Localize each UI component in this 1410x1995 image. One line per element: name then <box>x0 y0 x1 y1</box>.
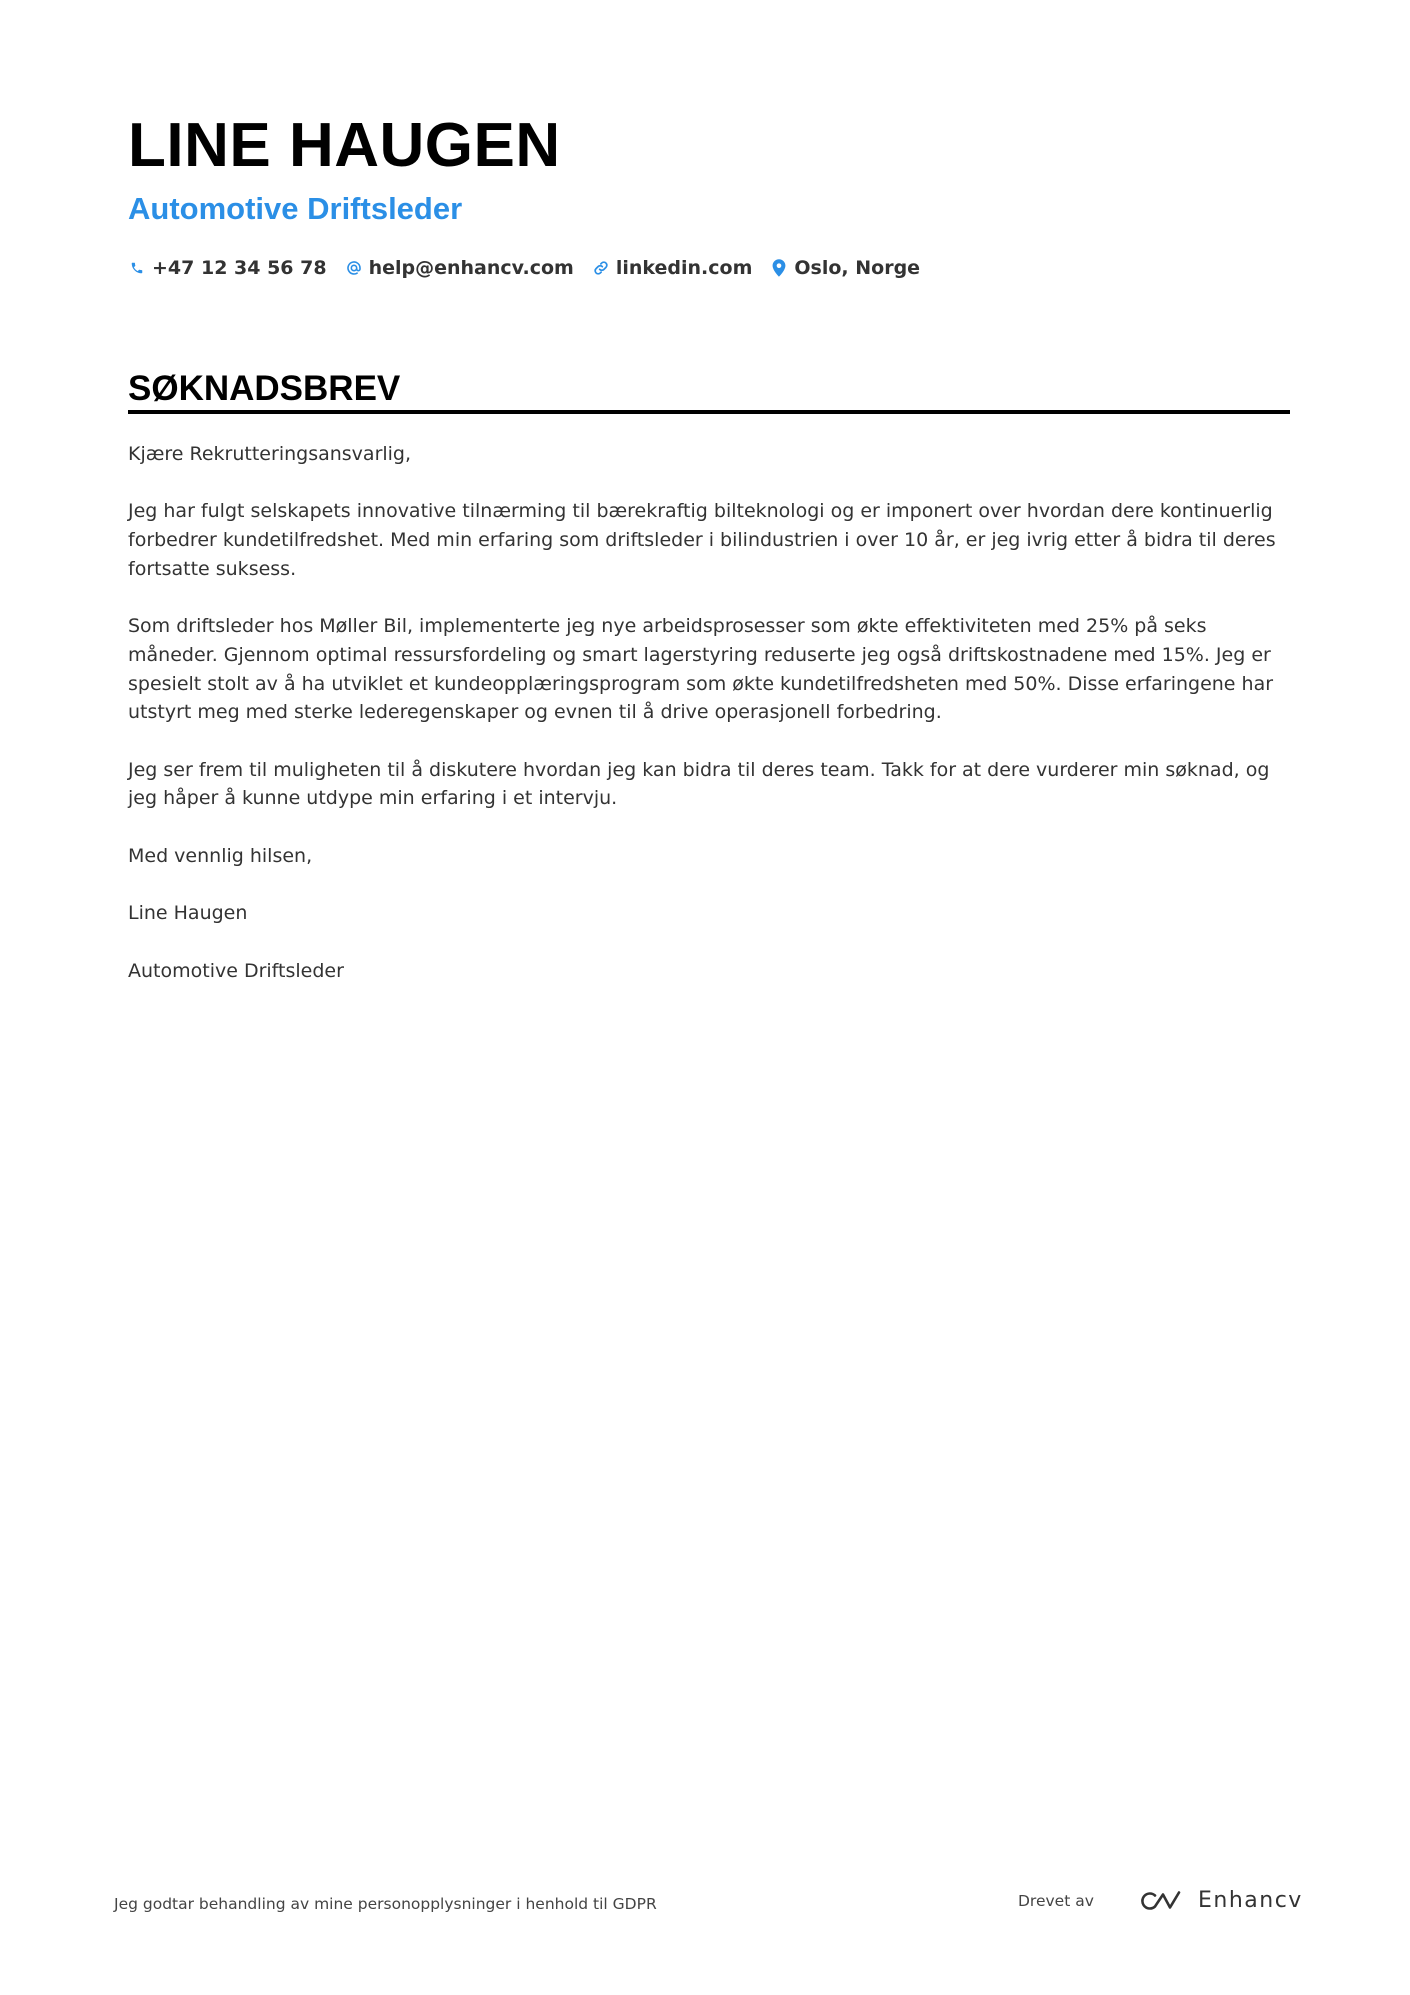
phone-number: +47 12 34 56 78 <box>152 257 327 279</box>
letter-paragraph: Jeg har fulgt selskapets innovative tilnærming til bærekraftig bilteknologi og er imponert over hvordan dere kontinuerlig forbedrer kundetilfredshet. Med min erfaring som driftsleder i bilindustrien i over 10 år, er jeg ivrig etter å bidra til deres fortsatte suksess. <box>128 500 1276 580</box>
letter-paragraph: Jeg ser frem til muligheten til å diskutere hvordan jeg kan bidra til deres team. Takk for at dere vurderer min søknad, og jeg håper å kunne utdype min erfaring i et intervju. <box>128 758 1270 810</box>
section-title: SØKNADSBREV <box>128 369 401 408</box>
signature-title: Automotive Driftsleder <box>128 959 344 982</box>
letter-body <box>128 440 1290 1014</box>
location-pin-icon <box>770 258 788 278</box>
phone-icon <box>128 258 146 278</box>
applicant-title: Automotive Driftsleder <box>128 191 463 226</box>
contact-phone <box>128 257 327 279</box>
brand-name: Enhancv <box>1198 1888 1303 1913</box>
location: Oslo, Norge <box>794 257 921 279</box>
powered-by-label: Drevet av <box>1018 1892 1094 1910</box>
letter-closing: Med vennlig hilsen, <box>128 844 313 867</box>
contact-location <box>770 257 920 279</box>
at-icon <box>345 258 363 278</box>
letter-greeting: Kjære Rekrutteringsansvarlig, <box>128 443 412 465</box>
section-divider <box>128 410 1290 414</box>
signature-name: Line Haugen <box>128 902 248 925</box>
applicant-name: LINE HAUGEN <box>128 111 561 180</box>
link-icon <box>592 258 610 278</box>
contact-email <box>345 257 574 279</box>
linkedin-url: linkedin.com <box>615 257 753 279</box>
email-address: help@enhancv.com <box>368 257 574 279</box>
enhancv-brand[interactable] <box>1138 1888 1303 1913</box>
contact-linkedin <box>592 257 753 279</box>
letter-paragraph: Som driftsleder hos Møller Bil, implementerte jeg nye arbeidsprosesser som økte effektiviteten med 25% på seks måneder. Gjennom optimal ressursfordeling og smart lagerstyring reduserte jeg også driftskostnadene med 15%. Jeg er spesielt stolt av å ha utviklet et kundeopplæringsprogram som økte kundetilfredsheten med 50%. Disse erfaringene har utstyrt meg med sterke lederegenskaper og evnen til å drive operasjonell forbedring. <box>128 615 1274 724</box>
enhancv-logo-icon <box>1138 1889 1184 1913</box>
contact-info <box>128 254 938 282</box>
gdpr-consent: Jeg godtar behandling av mine personopplysninger i henhold til GDPR <box>114 1895 657 1913</box>
